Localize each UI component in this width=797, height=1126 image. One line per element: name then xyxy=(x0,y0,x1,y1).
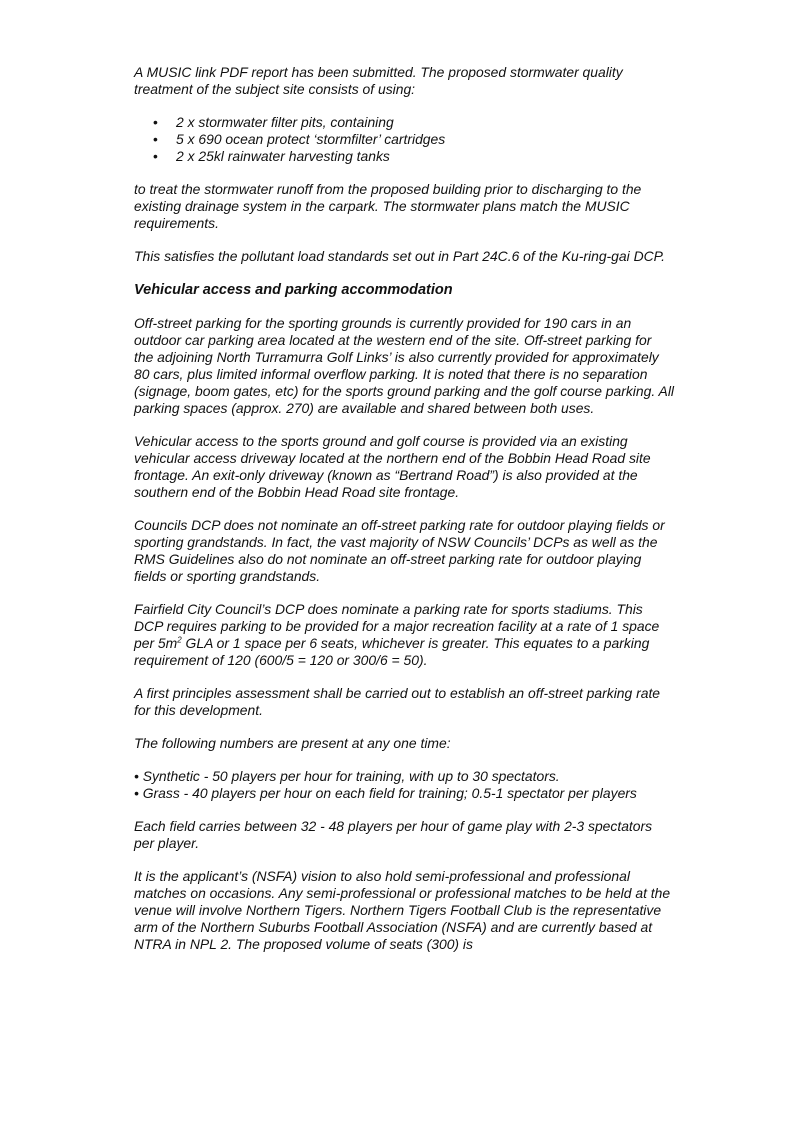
paragraph-music-report: A MUSIC link PDF report has been submitted. The proposed stormwater quality treatment of the subject site consists of using: xyxy=(134,64,623,97)
paragraph-vehicular-access: Vehicular access to the sports ground and golf course is provided via an existing vehicular access driveway located at the northern end of the Bobbin Head Road site frontage. An exit-only driveway (known as “Bertrand Road”) is also provided at the southern end of the Bobbin Head Road site frontage. xyxy=(134,433,651,500)
player-numbers-list xyxy=(134,768,674,802)
paragraph-field-capacity: Each field carries between 32 - 48 players per hour of game play with 2-3 spectators per player. xyxy=(134,818,653,851)
list-item: • Grass - 40 players per hour on each field for training; 0.5-1 spectator per players xyxy=(134,785,637,801)
paragraph-nsfa-vision: It is the applicant’s (NSFA) vision to also hold semi-professional and professional matches on occasions. Any semi-professional or professional matches to be held at the venue will involve Northern Tigers. Northern Tigers Football Club is the representative arm of the Northern Suburbs Football Association (NSFA) and are currently based at NTRA in NPL 2. The proposed volume of seats (300) is xyxy=(134,868,671,952)
paragraph-councils-dcp: Councils DCP does not nominate an off-street parking rate for outdoor playing fields or sporting grandstands. In fact, the vast majority of NSW Councils’ DCPs as well as the RMS Guidelines also do not nominate an off-street parking rate for outdoor playing fields or sporting grandstands. xyxy=(134,517,665,584)
treatment-list xyxy=(134,114,674,165)
paragraph-fairfield-dcp xyxy=(134,601,674,669)
list-item: • 5 x 690 ocean protect ‘stormfilter’ cartridges xyxy=(134,131,674,148)
list-item: • Synthetic - 50 players per hour for training, with up to 30 spectators. xyxy=(134,768,560,784)
list-item: • 2 x stormwater filter pits, containing xyxy=(134,114,674,131)
paragraph-stormwater-runoff: to treat the stormwater runoff from the proposed building prior to discharging to the existing drainage system in the carpark. The stormwater plans match the MUSIC requirements. xyxy=(134,181,642,231)
section-heading: Vehicular access and parking accommodation xyxy=(134,282,453,298)
paragraph-off-street-parking: Off-street parking for the sporting grounds is currently provided for 190 cars in an outdoor car parking area located at the western end of the site. Off-street parking for the adjoining North Turramurra Golf Links’ is also currently provided for approximately 80 cars, plus limited informal overflow parking. It is noted that there is no separation (signage, boom gates, etc) for the sports ground parking and the golf course parking. All parking spaces (approx. 270) are available and shared between both uses. xyxy=(134,315,674,416)
paragraph-pollutant-load: This satisfies the pollutant load standards set out in Part 24C.6 of the Ku-ring-gai DCP. xyxy=(134,248,665,264)
fairfield-text-a: Fairfield City Council’s DCP does nominate a parking rate for sports stadiums. This DCP requires parking to be provided for a major recreation facility at a rate of 1 space per 5m xyxy=(134,601,660,651)
fairfield-text-b: GLA or 1 space per 6 seats, whichever is greater. This equates to a parking requirement of 120 (600/5 = 120 or 300/6 = 50). xyxy=(134,635,650,668)
document-body xyxy=(134,64,674,969)
paragraph-first-principles: A first principles assessment shall be carried out to establish an off-street parking rate for this development. xyxy=(134,685,661,718)
paragraph-numbers-present: The following numbers are present at any one time: xyxy=(134,735,451,751)
superscript-two: 2 xyxy=(177,635,182,645)
list-item: • 2 x 25kl rainwater harvesting tanks xyxy=(134,148,674,165)
